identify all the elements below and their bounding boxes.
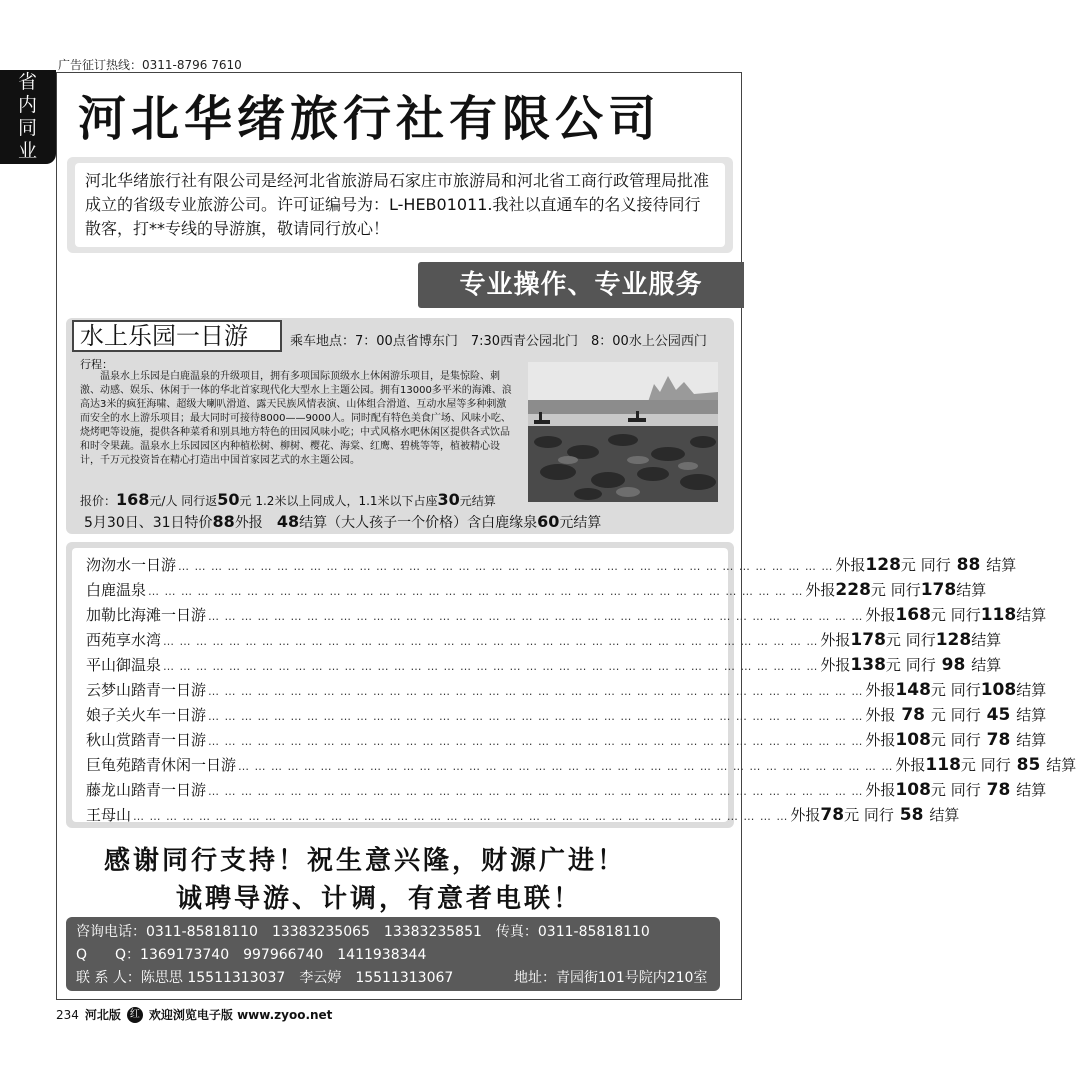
peer-price: 78 bbox=[980, 730, 1017, 750]
edition-label: 河北版 bbox=[84, 1008, 121, 1022]
route-name: 王母山 bbox=[86, 806, 132, 824]
route-name: 云梦山踏青一日游 bbox=[86, 681, 207, 699]
yuan-label: 元 bbox=[930, 731, 946, 749]
quote-price: 178 bbox=[850, 630, 886, 650]
route-name: 西苑享水湾 bbox=[86, 631, 162, 649]
peer-price: 58 bbox=[893, 805, 930, 825]
yuan-label: 元 bbox=[885, 656, 901, 674]
route-name: 平山御温泉 bbox=[86, 656, 162, 674]
route-price bbox=[865, 729, 1046, 750]
price-return: 50 bbox=[217, 490, 240, 509]
page-number: 234 bbox=[56, 1007, 79, 1022]
routes-list bbox=[72, 548, 1076, 825]
peer-price: 128 bbox=[935, 630, 972, 650]
quote-prefix: 外报 bbox=[895, 756, 926, 774]
settle-label: 结算 bbox=[1046, 756, 1076, 774]
route-row bbox=[86, 679, 1047, 704]
peer-prefix: 同行 bbox=[859, 806, 894, 824]
route-row bbox=[86, 629, 1002, 654]
contact-phone: 咨询电话：0311-85818110 13383235065 13383235851 传真：0311-85818110 bbox=[76, 924, 650, 940]
route-name: 沕沕水一日游 bbox=[86, 556, 177, 574]
settle-label: 结算 bbox=[986, 556, 1017, 574]
quote-price: 168 bbox=[895, 605, 931, 625]
footer-text: 欢迎浏览电子版 www.zyoo.net bbox=[148, 1008, 333, 1022]
route-price bbox=[865, 679, 1046, 700]
quote-price: 228 bbox=[835, 580, 871, 600]
contact-person-row bbox=[76, 967, 710, 990]
contact-box bbox=[66, 917, 720, 991]
section-tab-char: 省 bbox=[17, 71, 38, 93]
quote-price: 108 bbox=[895, 730, 931, 750]
quote-prefix: 外报 bbox=[865, 706, 896, 724]
quote-prefix: 外报 bbox=[865, 681, 896, 699]
itinerary-label: 行程： bbox=[80, 358, 113, 371]
settle-label: 结算 bbox=[929, 806, 960, 824]
peer-prefix: 同行 bbox=[900, 631, 936, 649]
route-price bbox=[820, 654, 1001, 675]
lotus-lake-image bbox=[528, 362, 718, 502]
peer-prefix: 同行 bbox=[915, 556, 951, 574]
leader-dots: … … … … … … … … … … … … … … … … … … … … … … … … … … … … … … … … … … … … … … … … bbox=[208, 735, 864, 748]
yuan-label: 元 bbox=[930, 681, 946, 699]
route-name: 巨龟苑踏青休闲一日游 bbox=[86, 756, 237, 774]
settle-label: 结算 bbox=[1016, 681, 1047, 699]
ad-hotline: 广告征订热线：0311-8796 7610 bbox=[58, 58, 242, 72]
peer-price: 85 bbox=[1010, 755, 1047, 775]
peer-price: 45 bbox=[980, 705, 1017, 725]
price-child: 30 bbox=[437, 490, 460, 509]
leader-dots: … … … … … … … … … … … … … … … … … … … … … … … … … … … … … … … … … … … … … … … … bbox=[208, 685, 864, 698]
leader-dots: … … … … … … … … … … … … … … … … … … … … … … … … … … … … … … … … … … … … … … … … bbox=[208, 710, 864, 723]
leader-dots: … … … … … … … … … … … … … … … … … … … … … … … … … … … … … … … … … … … … … … … … bbox=[148, 585, 804, 598]
quote-prefix: 外报 bbox=[835, 556, 866, 574]
quote-price: 128 bbox=[865, 555, 901, 575]
section-tab-char: 内 bbox=[17, 94, 38, 116]
yuan-label: 元 bbox=[930, 706, 946, 724]
peer-price: 78 bbox=[980, 780, 1017, 800]
yuan-label: 元 bbox=[930, 606, 946, 624]
price-main: 168 bbox=[116, 490, 150, 509]
page-footer bbox=[56, 1006, 332, 1023]
peer-prefix: 同行 bbox=[975, 756, 1011, 774]
route-price bbox=[865, 704, 1046, 725]
route-name: 娘子关火车一日游 bbox=[86, 706, 207, 724]
price-note: 元 1.2米以上同成人，1.1米以下占座 bbox=[239, 494, 438, 508]
route-price bbox=[790, 804, 959, 825]
section-tab-char: 业 bbox=[17, 140, 38, 162]
water-park-price bbox=[80, 490, 496, 509]
intro-box bbox=[67, 157, 733, 253]
peer-price: 178 bbox=[920, 580, 957, 600]
special-prefix: 5月30日、31日特价 bbox=[84, 515, 213, 531]
route-row bbox=[86, 729, 1047, 754]
recruit-notice: 诚聘导游、计调，有意者电联！ bbox=[176, 884, 583, 914]
quote-price: 78 bbox=[820, 805, 845, 825]
route-name: 秋山赏踏青一日游 bbox=[86, 731, 207, 749]
quote-prefix: 外报 bbox=[790, 806, 821, 824]
peer-prefix: 同行 bbox=[945, 781, 981, 799]
quote-price: 108 bbox=[895, 780, 931, 800]
route-price bbox=[805, 579, 986, 600]
settle-label: 结算 bbox=[1016, 781, 1047, 799]
route-price bbox=[865, 604, 1046, 625]
route-name: 加勒比海滩一日游 bbox=[86, 606, 207, 624]
route-price bbox=[865, 779, 1046, 800]
quote-price: 118 bbox=[925, 755, 961, 775]
settle-label: 结算 bbox=[1016, 606, 1047, 624]
routes-box bbox=[66, 542, 1076, 828]
settle-label: 结算 bbox=[971, 631, 1002, 649]
slogan-banner: 专业操作、专业服务 bbox=[418, 262, 744, 308]
leader-dots: … … … … … … … … … … … … … … … … … … … … … … … … … … … … … … … … … … … … … … … … bbox=[178, 560, 834, 573]
peer-prefix: 同行 bbox=[945, 706, 981, 724]
route-name: 藤龙山踏青一日游 bbox=[86, 781, 207, 799]
route-row bbox=[86, 554, 1017, 579]
settle-label: 结算 bbox=[1016, 731, 1047, 749]
itinerary-text: 温泉水上乐园是白鹿温泉的升级项目，拥有多项国际顶级水上休闲游乐项目，是集惊险、刺激、动感、娱乐、休闲于一体的华北首家现代化大型水上主题公园。拥有13000多平米的海滩、浪高达3米的疯狂海啸、超级大喇叭滑道、露天民族风情表演、山体组合滑道、互动水屋等多种刺激而安全的水上游乐项目；最大同时可接待8000——9000人。同时配有特色美食广场、风味小吃、烧烤吧等设施，提供各种菜肴和别具地方特色的田园风味小吃；中式风格水吧休闲区提供各式饮品和时令果蔬。温泉水上乐园园区内种植松树、柳树、樱花、海棠、红鹰、碧桃等等，植被精心设计，千万元投资旨在精心打造出中国首家园艺式的水主题公园。 bbox=[80, 371, 512, 466]
route-price bbox=[820, 629, 1001, 650]
yuan-label: 元 bbox=[870, 581, 886, 599]
special-offer bbox=[84, 512, 601, 532]
quote-prefix: 外报 bbox=[805, 581, 836, 599]
peer-price: 98 bbox=[935, 655, 972, 675]
route-price bbox=[835, 554, 1016, 575]
route-row bbox=[86, 754, 1076, 779]
route-row bbox=[86, 704, 1047, 729]
contact-person: 联 系 人：陈思思 15511313037 李云婷 15511313067 bbox=[76, 970, 454, 986]
quote-prefix: 外报 bbox=[820, 656, 851, 674]
special-price: 88 bbox=[212, 512, 235, 531]
lotus-lake-photo bbox=[528, 362, 718, 502]
settle-label: 结算 bbox=[971, 656, 1002, 674]
peer-prefix: 同行 bbox=[885, 581, 921, 599]
route-row bbox=[86, 579, 987, 604]
settle-label: 结算 bbox=[956, 581, 987, 599]
route-row bbox=[86, 779, 1047, 804]
company-title: 河北华绪旅行社有限公司 bbox=[78, 91, 662, 147]
intro-text: 河北华绪旅行社有限公司是经河北省旅游局石家庄市旅游局和河北省工商行政管理局批准成立的省级专业旅游公司。许可证编号为：L-HEB01011.我社以直通车的名义接待同行散客，打**专线的导游旗，敬请同行放心！ bbox=[75, 163, 725, 247]
route-name: 白鹿温泉 bbox=[86, 581, 147, 599]
quote-price: 148 bbox=[895, 680, 931, 700]
price-prefix: 报价： bbox=[80, 494, 117, 508]
leader-dots: … … … … … … … … … … … … … … … … … … … … … … … … … … … … … … … … … … … … … … … … bbox=[208, 785, 864, 798]
leader-dots: … … … … … … … … … … … … … … … … … … … … … … … … … … … … … … … … … … … … … … … … bbox=[238, 760, 894, 773]
yuan-label: 元 bbox=[960, 756, 976, 774]
route-row bbox=[86, 604, 1047, 629]
quote-prefix: 外报 bbox=[865, 731, 896, 749]
leader-dots: … … … … … … … … … … … … … … … … … … … … … … … … … … … … … … … … … … … … … … … … bbox=[163, 660, 819, 673]
quote-price: 78 bbox=[895, 705, 931, 725]
special-yuan: 60 bbox=[537, 512, 560, 531]
route-row bbox=[86, 804, 960, 829]
water-park-title: 水上乐园一日游 bbox=[72, 320, 282, 352]
peer-price: 88 bbox=[950, 555, 987, 575]
special-mid: 外报 bbox=[234, 515, 277, 531]
route-row bbox=[86, 654, 1002, 679]
leader-dots: … … … … … … … … … … … … … … … … … … … … … … … … … … … … … … … … … … … … … … … … bbox=[133, 810, 789, 823]
quote-price: 138 bbox=[850, 655, 886, 675]
yuan-label: 元 bbox=[885, 631, 901, 649]
special-end: 元结算 bbox=[559, 515, 602, 531]
section-tab-char: 同 bbox=[17, 117, 38, 139]
yuan-label: 元 bbox=[930, 781, 946, 799]
special-settle: 48 bbox=[276, 512, 300, 531]
contact-address: 地址：青园街101号院内210室 bbox=[514, 970, 708, 986]
contact-qq: Q Q：1369173740 997966740 1411938344 bbox=[76, 947, 427, 963]
route-price bbox=[895, 754, 1076, 775]
peer-prefix: 同行 bbox=[945, 731, 981, 749]
quote-prefix: 外报 bbox=[820, 631, 851, 649]
leader-dots: … … … … … … … … … … … … … … … … … … … … … … … … … … … … … … … … … … … … … … … … bbox=[208, 610, 864, 623]
peer-price: 118 bbox=[980, 605, 1017, 625]
pickup-locations: 乘车地点：7：00点省博东门 7:30西青公园北门 8：00水上公园西门 bbox=[290, 334, 707, 349]
peer-prefix: 同行 bbox=[900, 656, 936, 674]
quote-prefix: 外报 bbox=[865, 606, 896, 624]
yuan-label: 元 bbox=[844, 806, 860, 824]
leader-dots: … … … … … … … … … … … … … … … … … … … … … … … … … … … … … … … … … … … … … … … … bbox=[163, 635, 819, 648]
quote-prefix: 外报 bbox=[865, 781, 896, 799]
peer-prefix: 同行 bbox=[945, 606, 981, 624]
peer-prefix: 同行 bbox=[945, 681, 981, 699]
price-unit: 元/人 同行返 bbox=[149, 494, 218, 508]
yuan-label: 元 bbox=[900, 556, 916, 574]
thanks-slogan: 感谢同行支持！祝生意兴隆，财源广进！ bbox=[104, 846, 627, 876]
hong-badge-icon: 红 bbox=[127, 1007, 143, 1023]
special-note: 结算（大人孩子一个价格）含白鹿缘泉 bbox=[299, 515, 538, 531]
peer-price: 108 bbox=[980, 680, 1017, 700]
settle-label: 结算 bbox=[1016, 706, 1047, 724]
section-tab bbox=[0, 70, 56, 164]
price-settle: 元结算 bbox=[459, 494, 496, 508]
